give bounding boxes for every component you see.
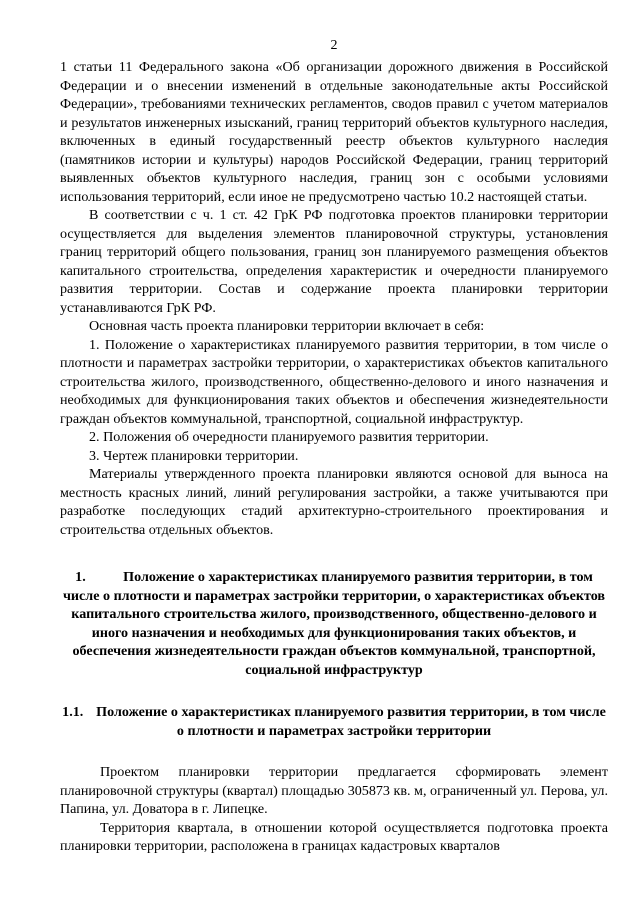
section-heading-1 (60, 568, 608, 679)
list-item: 2. Положения об очередности планируемого развития территории. (89, 429, 489, 445)
main-part-list (60, 336, 608, 466)
section-heading-1-1 (60, 703, 608, 740)
section-title: Положение о характеристиках планируемого развития территории, в том числе о плотности и параметрах застройки территории, о характеристиках объектов капитального строительства жилого, производственного, общественно-делового и иного назначения и необходимых для функционирования таких объектов, и обеспечения жизнедеятельности граждан объектов коммунальной, транспортной, социальной инфраструктур (62, 569, 606, 678)
section-title: Положение о характеристиках планируемого развития территории, в том числе о плотности и параметрах застройки территории (96, 704, 606, 739)
section-number: 1. (75, 569, 86, 585)
list-item: 1. Положение о характеристиках планируемого развития территории, в том числе о плотности и параметрах застройки территории, о характеристиках объектов капитального строительства жилого, производственного, общественно-делового и иного назначения и необходимых для функционирования таких объектов и обеспечения жизнедеятельности граждан объектов коммунальной, транспортной, социальной инфраструктур. (60, 336, 608, 427)
section-1-1-body (60, 763, 608, 856)
paragraph-quarter-area: Проектом планировки территории предлагается сформировать элемент планировочной структуры (квартал) площадью 305873 кв. м, ограниченный ул. Перова, ул. Папина, ул. Доватора в г. Липецке. (60, 764, 608, 817)
paragraph-continuation: 1 статьи 11 Федерального закона «Об организации дорожного движения в Российской Федерации и о внесении изменений в отдельные законодательные акты Российской Федерации», требованиями технических регламентов, сводов правил с учетом материалов и результатов инженерных изысканий, границ территорий объектов культурного наследия, включенных в единый государственный реестр объектов культурного наследия (памятников истории и культуры) народов Российской Федерации, границ территорий выявленных объектов культурного наследия, границ зон с особыми условиями использования территорий, если иное не предусмотрено частью 10.2 настоящей статьи. (60, 59, 608, 205)
paragraph-quarter-location: Территория квартала, в отношении которой осуществляется подготовка проекта планировки территории, расположена в границах кадастровых кварталов (60, 819, 608, 854)
paragraph-grk-article: В соответствии с ч. 1 ст. 42 ГрК РФ подготовка проектов планировки территории осуществляется для выделения элементов планировочной структуры, установления границ территорий общего пользования, границ зон планируемого размещения объектов капитального строительства, определения характеристик и очередности планируемого развития территории. Состав и содержание проекта планировки территории устанавливаются ГрК РФ. (60, 207, 608, 316)
section-number: 1.1. (62, 704, 84, 720)
list-item: 3. Чертеж планировки территории. (89, 447, 299, 464)
document-page (60, 38, 608, 856)
paragraph-materials: Материалы утвержденного проекта планировки являются основой для выноса на местность красных линий, линий регулирования застройки, а также учитываются при разработке последующих стадий архитектурно-строительного проектирования и строительства отдельных объектов. (60, 466, 608, 538)
paragraph-main-part-intro: Основная часть проекта планировки территории включает в себя: (89, 318, 485, 334)
page-number: 2 (330, 38, 338, 53)
